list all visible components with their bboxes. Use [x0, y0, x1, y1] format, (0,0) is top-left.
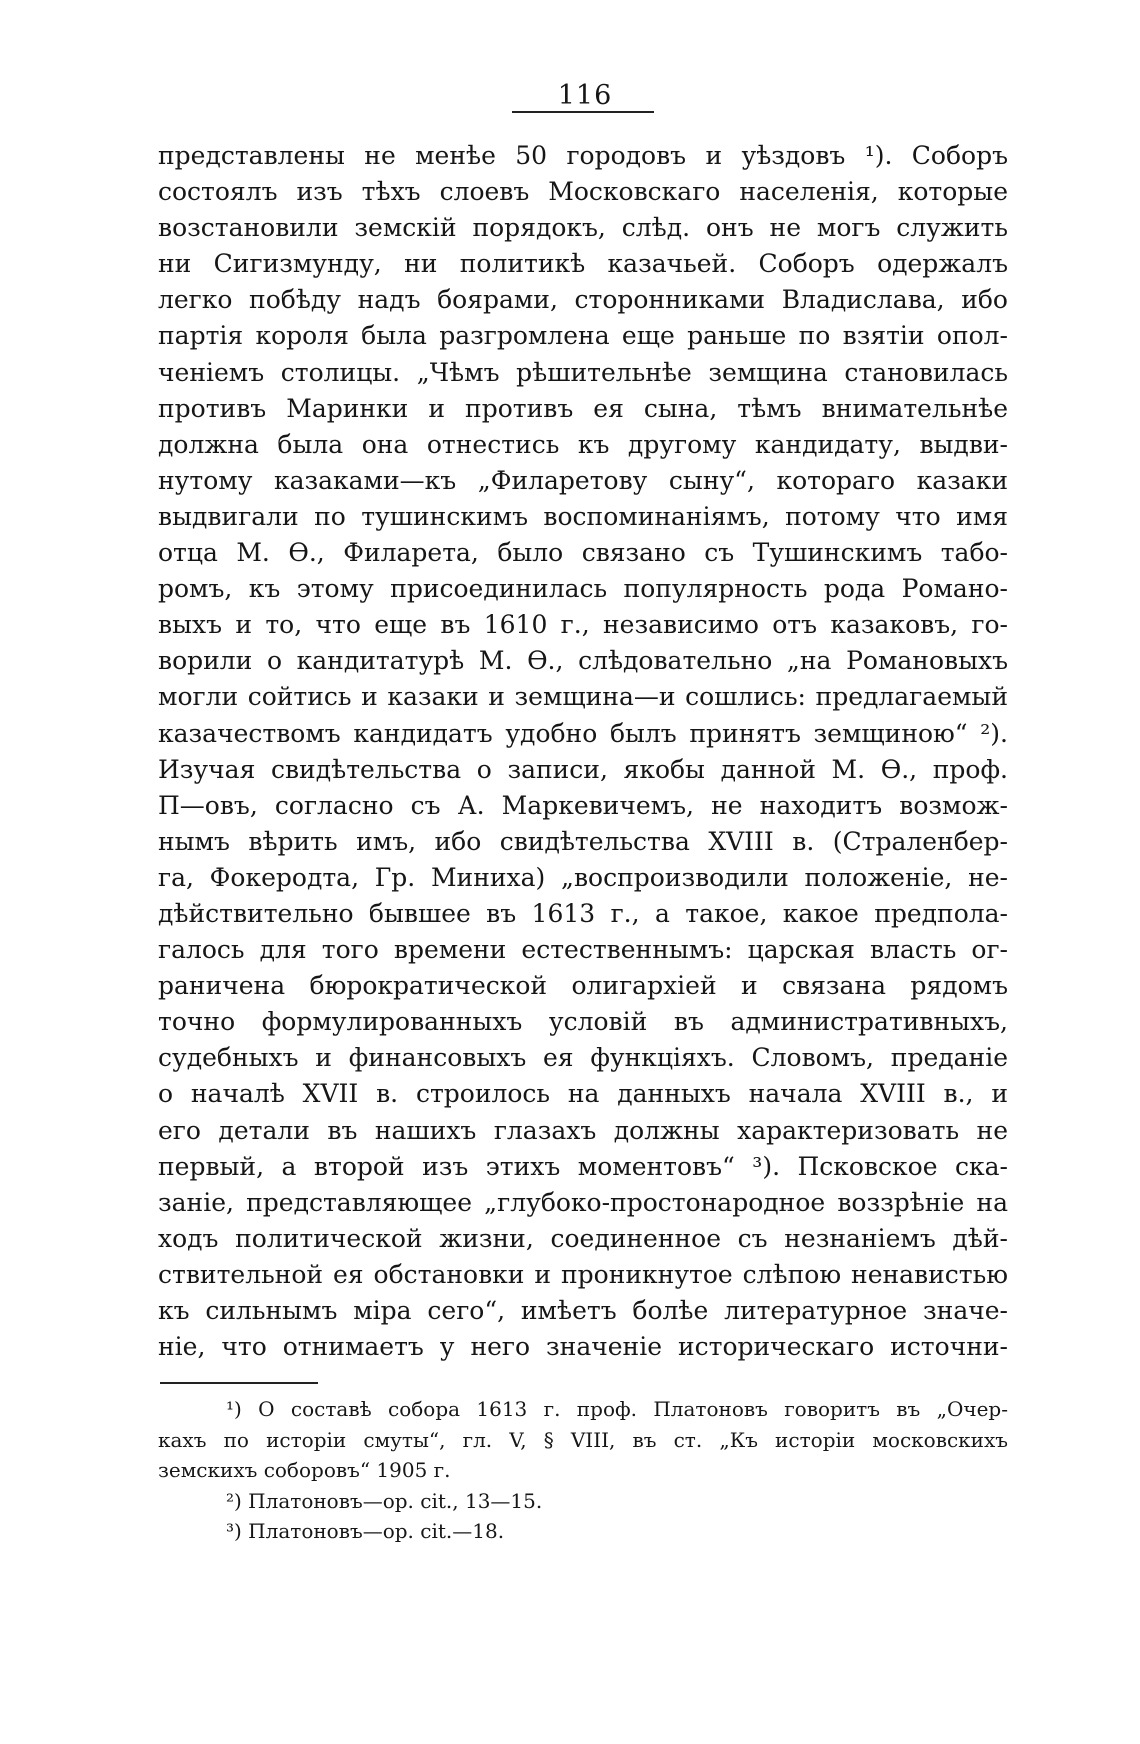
- text-line: га, Фокеродта, Гр. Миниха) „воспроизводили положеніе, не-: [158, 862, 1008, 892]
- footnote-1: ¹) О составѣ собора 1613 г. проф. Платоновъ говоритъ въ „Очер-: [226, 1397, 1008, 1421]
- text-line: точно формулированныхъ условій въ административныхъ,: [158, 1007, 1008, 1037]
- text-line: должна была она отнестись къ другому кандидату, выдви-: [158, 429, 1008, 459]
- text-line: выдвигали по тушинскимъ воспоминаніямъ, потому что имя: [158, 501, 1008, 531]
- text-line: первый, а второй изъ этихъ моментовъ“ ³). Псковское ска-: [158, 1151, 1008, 1181]
- text-line: возстановили земскій порядокъ, слѣд. онъ не могъ служить: [158, 213, 1008, 243]
- footnote-1-continuation: кахъ по исторіи смуты“, гл. V, § VIII, въ ст. „Къ исторіи московскихъ: [158, 1427, 1008, 1452]
- text-line: къ сильнымъ міра сего“, имѣетъ болѣе литературное значе-: [158, 1296, 1008, 1325]
- text-line: нымъ вѣрить имъ, ибо свидѣтельства XVIII в. (Страленбер-: [158, 826, 1008, 856]
- footnote-2: ²) Платоновъ—op. cit., 13—15.: [226, 1488, 543, 1513]
- text-line: состоялъ изъ тѣхъ слоевъ Московскаго населенія, которые: [158, 177, 1008, 207]
- footnotes: [158, 1394, 1008, 1547]
- text-line: его детали въ нашихъ глазахъ должны характеризовать не: [158, 1115, 1008, 1145]
- text-line: могли сойтись и казаки и земщина—и сошлись: предлагаемый: [158, 682, 1008, 712]
- text-line: раничена бюрократической олигархіей и связана рядомъ: [158, 971, 1008, 1001]
- text-line: нутому казаками—къ „Филаретову сыну“, котораго казаки: [158, 465, 1008, 495]
- footnote-separator: [160, 1382, 318, 1384]
- text-line: галось для того времени естественнымъ: царская власть ог-: [158, 935, 1008, 965]
- page-number: 116: [557, 80, 613, 111]
- text-line: ни Сигизмунду, ни политикѣ казачьей. Соборъ одержалъ: [158, 249, 1008, 279]
- page-number-rule: [512, 111, 654, 113]
- text-line: судебныхъ и финансовыхъ ея функціяхъ. Словомъ, преданіе: [158, 1043, 1008, 1073]
- footnote-3: ³) Платоновъ—op. cit.—18.: [226, 1519, 505, 1543]
- text-line: ромъ, къ этому присоединилась популярность рода Романо-: [158, 574, 1008, 604]
- text-line: заніе, представляющее „глубоко-простонародное воззрѣніе на: [158, 1187, 1008, 1217]
- text-line: казачествомъ кандидатъ удобно былъ принятъ земщиною“ ²).: [158, 718, 1008, 748]
- text-line: ворили о кандитатурѣ М. Ѳ., слѣдовательно „на Романовыхъ: [158, 646, 1008, 676]
- text-line: Изучая свидѣтельства о записи, якобы данной М. Ѳ., проф.: [158, 754, 1008, 784]
- text-line: о началѣ XVII в. строилось на данныхъ начала XVIII в., и: [158, 1079, 1008, 1109]
- text-line: легко побѣду надъ боярами, сторонниками Владислава, ибо: [158, 285, 1008, 315]
- footnote-1-continuation: земскихъ соборовъ“ 1905 г.: [158, 1458, 451, 1482]
- text-line: ніе, что отнимаетъ у него значеніе историческаго источни-: [158, 1332, 1008, 1362]
- text-line: представлены не менѣе 50 городовъ и уѣздовъ ¹). Соборъ: [158, 141, 1008, 170]
- body-text: [158, 138, 1008, 1365]
- text-line: партія короля была разгромлена еще раньше по взятіи опол-: [158, 321, 1008, 351]
- text-line: ходъ политической жизни, соединенное съ незнаніемъ дѣй-: [158, 1223, 1008, 1253]
- text-line: противъ Маринки и противъ ея сына, тѣмъ внимательнѣе: [158, 393, 1008, 423]
- text-line: выхъ и то, что еще въ 1610 г., независимо отъ казаковъ, го-: [158, 610, 1008, 640]
- text-line: дѣйствительно бывшее въ 1613 г., а такое, какое предпола-: [158, 898, 1008, 928]
- text-line: ствительной ея обстановки и проникнутое слѣпою ненавистью: [158, 1259, 1008, 1289]
- text-line: отца М. Ѳ., Филарета, было связано съ Тушинскимъ табо-: [158, 538, 1008, 568]
- text-line: ченіемъ столицы. „Чѣмъ рѣшительнѣе земщина становилась: [158, 357, 1008, 387]
- text-line: П—овъ, согласно съ А. Маркевичемъ, не находитъ возмож-: [158, 790, 1008, 820]
